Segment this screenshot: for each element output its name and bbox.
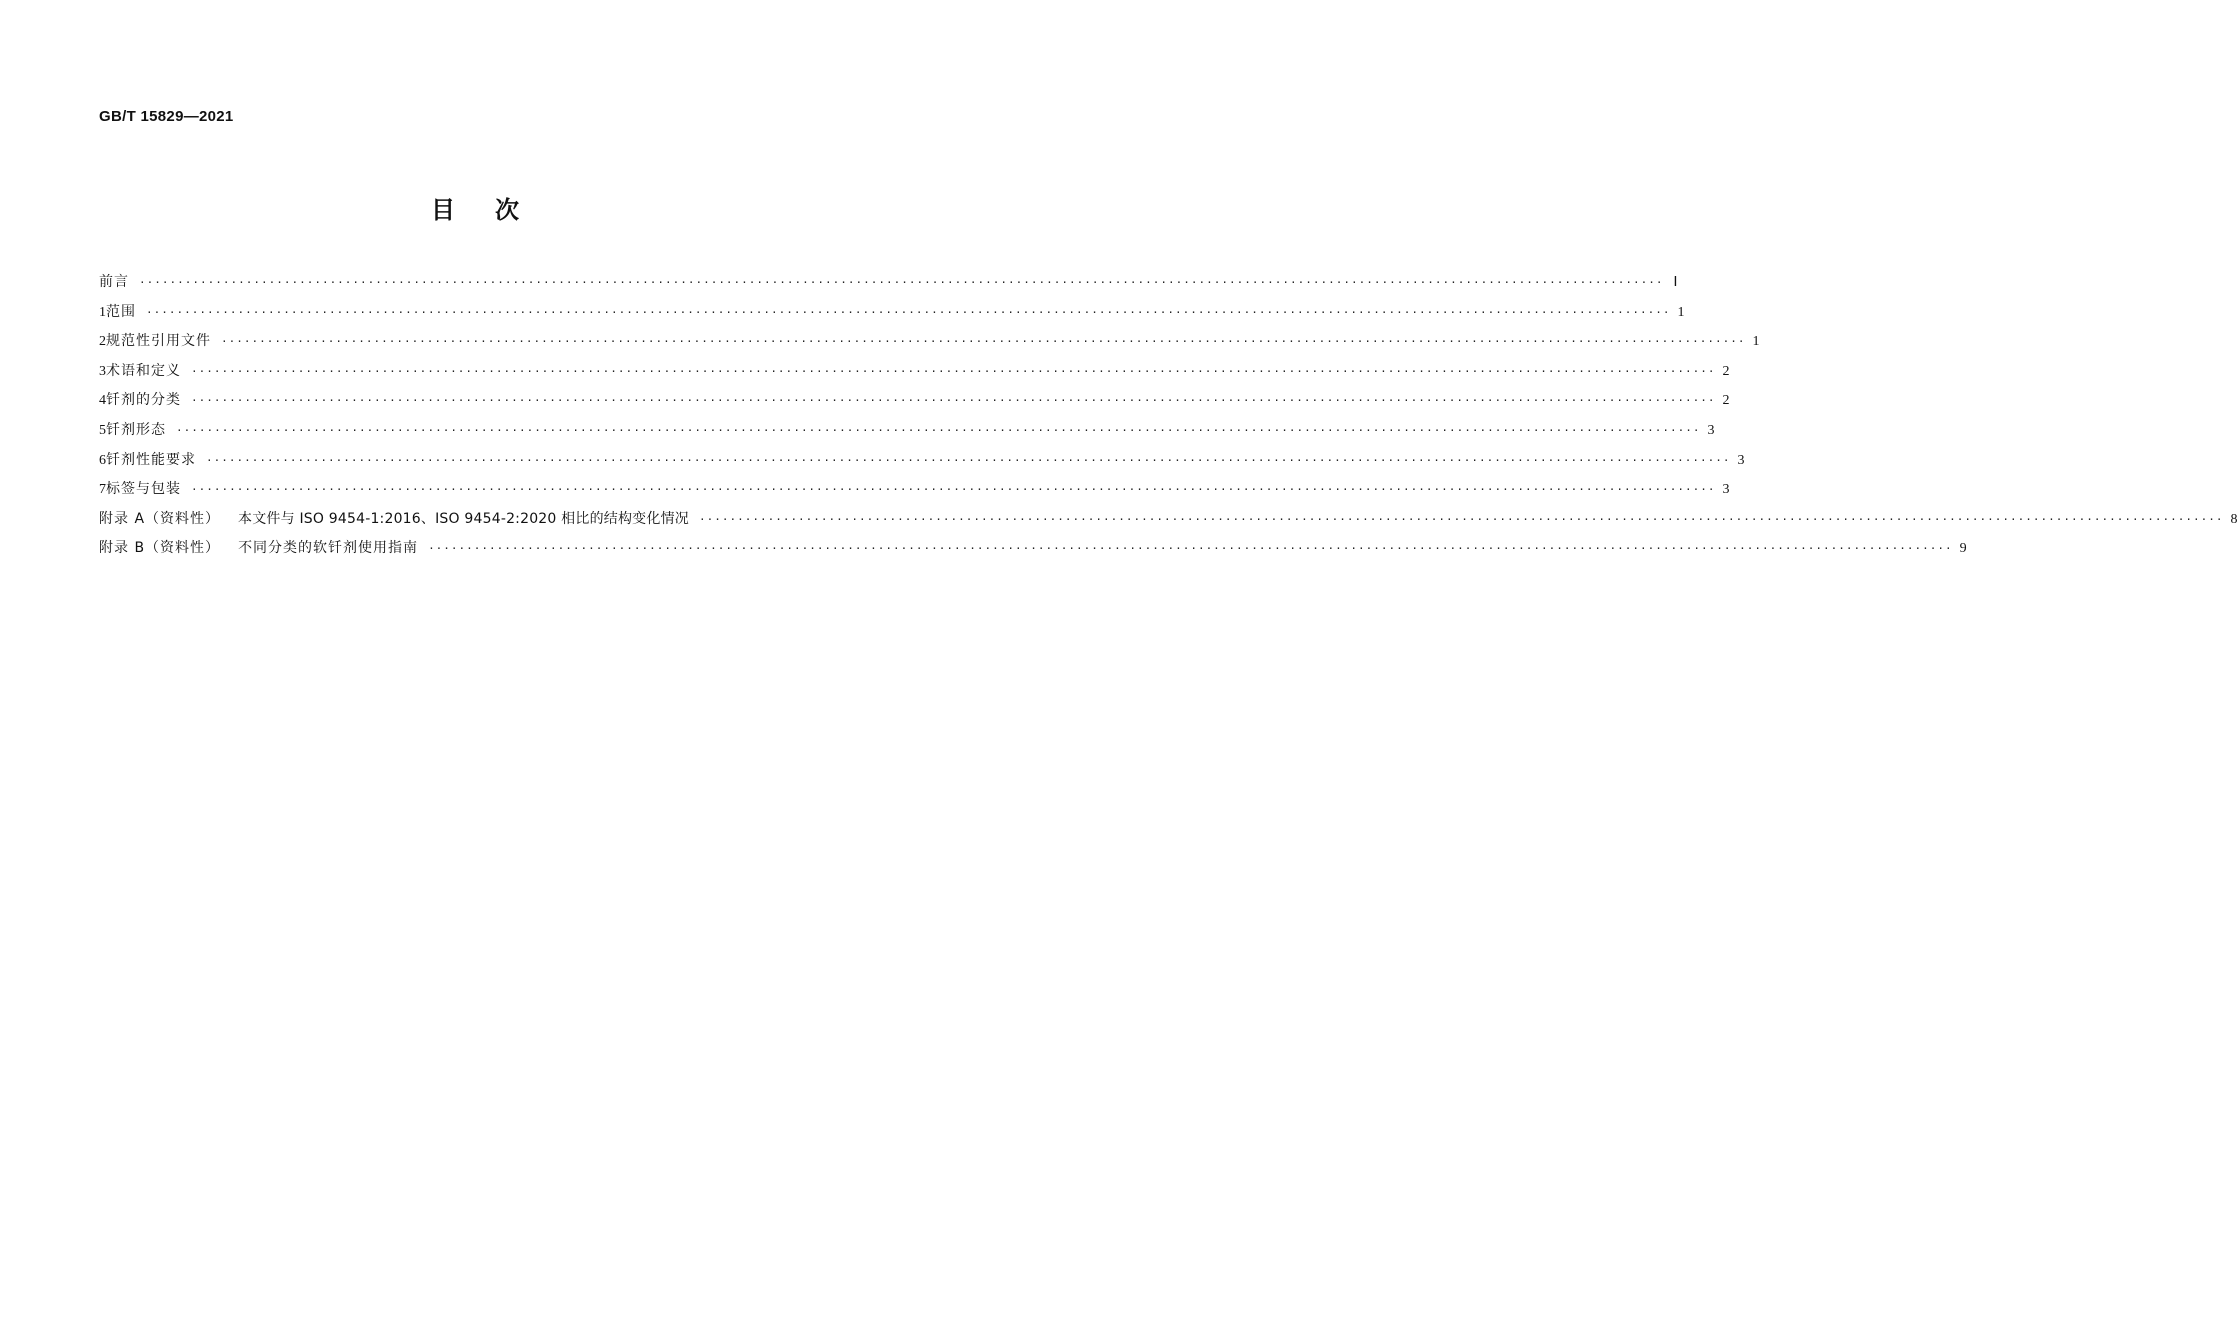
toc-entry-label: 钎剂性能要求 — [106, 451, 196, 468]
dot-leader: ········································································································································································································ — [698, 512, 2224, 526]
dot-leader: ········································································································································································································ — [191, 364, 1716, 378]
dot-leader: ········································································································································································································ — [206, 453, 1731, 467]
toc-entry-7[interactable] — [99, 475, 1730, 505]
toc-entry-page: 1 — [1752, 334, 1760, 350]
toc-entry-annex-a[interactable] — [99, 505, 2237, 535]
toc-entry-number: 2 — [99, 334, 106, 350]
dot-leader: ········································································································································································································ — [428, 542, 1953, 556]
toc-entry-label: 术语和定义 — [106, 362, 181, 379]
dot-leader: ········································································································································································································ — [139, 276, 1664, 289]
toc-entry-label: 前言 — [99, 274, 129, 290]
toc-entry-label: 范围 — [106, 303, 136, 320]
toc-entry-page: Ⅰ — [1673, 275, 1678, 290]
toc-entry-page: 8 — [2230, 511, 2237, 527]
annex-prefix: 附录 A（资料性） — [99, 510, 221, 527]
toc-entry-page: 2 — [1722, 363, 1730, 379]
toc-entry-label: 本文件与 ISO 9454-1:2016、ISO 9454-2:2020 相比的结构变化情况 — [238, 510, 689, 527]
toc-entry-page: 3 — [1707, 422, 1715, 438]
toc-entry-label: 不同分类的软钎剂使用指南 — [238, 540, 419, 557]
dot-leader: ········································································································································································································ — [191, 394, 1716, 408]
page-title: 目次 — [431, 196, 559, 224]
toc-entry-page: 3 — [1722, 482, 1730, 498]
toc-entry-label: 规范性引用文件 — [106, 333, 211, 350]
toc-entry-6[interactable] — [99, 446, 1745, 476]
annex-prefix: 附录 B（资料性） — [99, 540, 221, 557]
toc-entry-4[interactable] — [99, 386, 1730, 416]
toc-entry-annex-b[interactable] — [99, 534, 1967, 564]
toc-entry-page: 1 — [1677, 304, 1685, 320]
toc-entry-number: 6 — [99, 452, 106, 468]
toc-entry-foreword[interactable] — [99, 268, 1678, 298]
toc-entry-page: 3 — [1737, 452, 1745, 468]
toc-entry-page: 9 — [1959, 541, 1967, 557]
toc-entry-number: 1 — [99, 304, 106, 320]
toc-entry-label: 钎剂的分类 — [106, 392, 181, 409]
standard-code: GB/T 15829—2021 — [99, 108, 234, 125]
toc-entry-number: 5 — [99, 422, 106, 438]
table-of-contents — [99, 268, 2237, 564]
toc-entry-label: 标签与包装 — [106, 481, 181, 498]
toc-entry-label: 钎剂形态 — [106, 421, 166, 438]
toc-entry-number: 4 — [99, 393, 106, 409]
toc-entry-number: 7 — [99, 482, 106, 498]
toc-entry-3[interactable] — [99, 357, 1730, 387]
dot-leader: ········································································································································································································ — [191, 483, 1716, 497]
dot-leader: ········································································································································································································ — [176, 423, 1701, 437]
dot-leader: ········································································································································································································ — [221, 335, 1746, 349]
toc-entry-2[interactable] — [99, 327, 1760, 357]
toc-entry-1[interactable] — [99, 298, 1685, 328]
toc-entry-5[interactable] — [99, 416, 1715, 446]
toc-entry-page: 2 — [1722, 393, 1730, 409]
dot-leader: ········································································································································································································ — [146, 305, 1671, 319]
toc-entry-number: 3 — [99, 363, 106, 379]
